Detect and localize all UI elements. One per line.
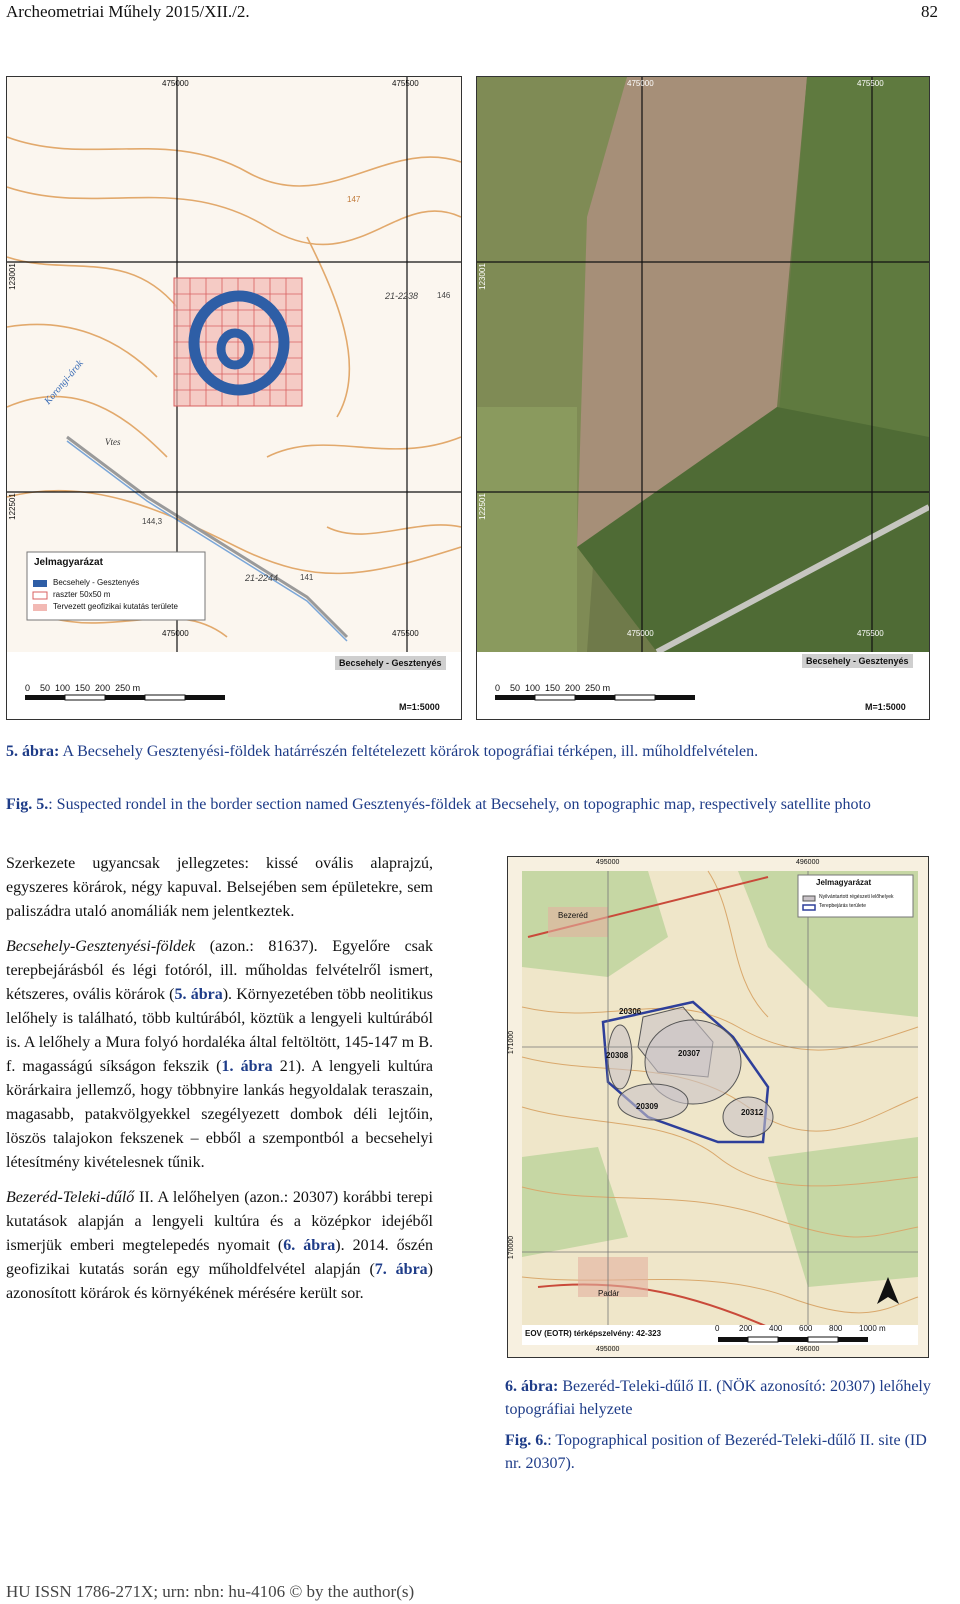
map6-x-label-2: 496000 <box>796 859 820 866</box>
site-name: Becsehely-Gesztenyési-földek <box>6 938 196 955</box>
site-label-20309: 20309 <box>636 1102 659 1111</box>
figure-6-map-drawing <box>508 857 928 1357</box>
map-text-korongi: Korongi-árok <box>42 358 86 407</box>
map6-x-label-3: 495000 <box>596 1346 620 1353</box>
paragraph: Szerkezete ugyancsak jellegzetes: kissé ovális alaprajzú, egyszeres körárok, négy kapuval. Belsejében sem épületekre, sem paliszádra utaló anomáliák nem jelentkeztek. <box>6 855 433 920</box>
figure-6-caption-en <box>505 1429 932 1475</box>
caption-label: 6. ábra: <box>505 1378 559 1395</box>
map-text-141: 141 <box>300 573 314 582</box>
map1-x-label-1: 475000 <box>162 79 189 88</box>
text-run: (azon.: 81637). Egyelőre csak terepbejárásból és légi fotóról, ill. műholdas felvételről ismert, kétszeres, ovális körárok ( <box>6 938 433 1003</box>
figure-6-caption-hu <box>505 1375 932 1421</box>
scale-tick: 0 <box>715 1324 720 1333</box>
map6-x-label-4: 496000 <box>796 1346 820 1353</box>
map1-scale-label: 0 50 100 150 200 250 m <box>25 683 141 693</box>
topographic-map <box>6 76 462 720</box>
caption-label: Fig. 5. <box>6 796 49 813</box>
text-run: ). Környezetében több neolitikus lelőhely is található, több kultúrából, köztük a lengyeli kultúrából is. A lelőhely a Mura folyó hordaléka által feltöltött, 145-147 m B. f. magasságú síkságon fekszik ( <box>6 986 434 1075</box>
map1-scale-ratio: M=1:5000 <box>399 702 440 712</box>
map6-y-label-1: 171000 <box>508 1030 516 1055</box>
map-text-vtes: Vtes <box>105 437 121 447</box>
map2-scale-label: 0 50 100 150 200 250 m <box>495 683 611 693</box>
legend-title: Jelmagyarázat <box>34 557 103 568</box>
figure-5-caption-en <box>6 793 928 816</box>
satellite-photo-drawing <box>477 77 929 719</box>
map6-scale-title: EOV (EOTR) térképszelvény: 42-323 <box>525 1329 662 1338</box>
map1-place-label: Becsehely - Gesztenyés <box>335 656 446 670</box>
scale-tick: 800 <box>829 1324 843 1333</box>
legend-item-2: raszter 50x50 m <box>53 590 111 599</box>
figure-ref: 1. ábra <box>221 1058 273 1075</box>
text-run: ). 2014. őszén geofizikai kutatás során egy műholdfelvétel alapján ( <box>6 1237 434 1278</box>
text-run: 21). A lengyeli kultúra körárkaira jellemző, hogy többnyire lankás hegyoldalak teraszain, magasabb, patakvölgyekkel szegélyezett dombok déli lejtőin, löszös talajokon fekszenek – ebből a szempontból a becsehelyi létesítmény kivételesnek tűnik. <box>6 1058 434 1171</box>
map2-y-label-2: 122501 <box>477 493 487 520</box>
map1-x-label-2: 475500 <box>392 79 419 88</box>
footer-issn: HU ISSN 1786-271X; urn: nbn: hu-4106 © by the author(s) <box>6 1582 415 1601</box>
legend-item-3: Tervezett geofizikai kutatás területe <box>53 602 178 611</box>
site-label-20312: 20312 <box>741 1108 764 1117</box>
caption-text: A Becsehely Gesztenyési-földek határrészén feltételezett körárok topográfiai térképen, ill. műholdfelvételen. <box>59 743 759 760</box>
map-text-147: 147 <box>347 195 361 204</box>
figure-ref: 5. ábra <box>174 986 223 1003</box>
map2-place-label: Becsehely - Gesztenyés <box>802 654 913 668</box>
scale-tick: 1000 m <box>859 1324 886 1333</box>
map2-x-label-1: 475000 <box>627 79 654 88</box>
map2-y-label-1: 123001 <box>477 263 487 290</box>
map2-x-label-3: 475000 <box>627 629 654 638</box>
map1-x-label-3: 475000 <box>162 629 189 638</box>
legend-item-1: Becsehely - Gesztenyés <box>53 578 140 587</box>
body-text <box>6 852 433 1317</box>
map6-legend-title: Jelmagyarázat <box>816 878 872 887</box>
map2-scale-ratio: M=1:5000 <box>865 702 906 712</box>
map1-y-label-2: 122501 <box>7 493 17 520</box>
figure-ref: 6. ábra <box>283 1237 336 1254</box>
caption-label: 5. ábra: <box>6 743 60 760</box>
figure-6-map <box>507 856 929 1358</box>
figure-5 <box>6 76 928 720</box>
map6-x-label-1: 495000 <box>596 859 620 866</box>
map2-x-label-2: 475500 <box>857 79 884 88</box>
map6-legend-item-1: Nyilvántartott régészeti lelőhelyek <box>819 894 894 900</box>
map-text-146: 146 <box>437 291 451 300</box>
paragraph <box>6 935 433 1175</box>
paragraph <box>6 1186 433 1306</box>
village-label-padar: Padár <box>598 1289 620 1298</box>
caption-text: Bezeréd-Teleki-dűlő II. (NÖK azonosító: 20307) lelőhely topográfiai helyzete <box>505 1378 931 1418</box>
site-label-20306: 20306 <box>619 1007 642 1016</box>
page-number: 82 <box>921 2 938 21</box>
map1-x-label-4: 475500 <box>392 629 419 638</box>
satellite-photo <box>476 76 930 720</box>
site-name: Bezeréd-Teleki-dűlő <box>6 1189 135 1206</box>
journal-title: Archeometriai Műhely 2015/XII./2. <box>6 2 250 21</box>
caption-text: : Suspected rondel in the border section named Gesztenyés-földek at Becsehely, on topographic map, respectively satellite photo <box>48 796 871 813</box>
caption-text: : Topographical position of Bezeréd-Teleki-dűlő II. site (ID nr. 20307). <box>505 1432 927 1472</box>
scale-tick: 600 <box>799 1324 813 1333</box>
topographic-map-drawing <box>7 77 461 719</box>
site-label-20308: 20308 <box>606 1051 629 1060</box>
scale-tick: 200 <box>739 1324 753 1333</box>
text-run: II. A lelőhelyen (azon.: 20307) korábbi terepi kutatások alapján a lengyeli kultúra és a középkor idejéből ismerjük emberi megtelepedés nyomait ( <box>6 1189 433 1254</box>
map6-y-label-2: 170000 <box>508 1235 516 1260</box>
map2-x-label-4: 475500 <box>857 629 884 638</box>
figure-5-caption-hu <box>6 740 928 763</box>
village-label-bezered: Bezeréd <box>558 911 588 920</box>
map-text-1443: 144,3 <box>142 517 163 526</box>
caption-label: Fig. 6. <box>505 1432 548 1449</box>
figure-ref: 7. ábra <box>374 1261 428 1278</box>
map-text-2244: 21-2244 <box>245 573 279 583</box>
map6-legend-item-2: Terepbejárás területe <box>819 903 866 909</box>
scale-tick: 400 <box>769 1324 783 1333</box>
site-label-20307: 20307 <box>678 1049 701 1058</box>
text-run: ) azonosított körárok és környékének mérésére került sor. <box>6 1261 433 1302</box>
map1-y-label-1: 123001 <box>7 263 17 290</box>
map-text-2238: 21-2238 <box>385 291 419 301</box>
